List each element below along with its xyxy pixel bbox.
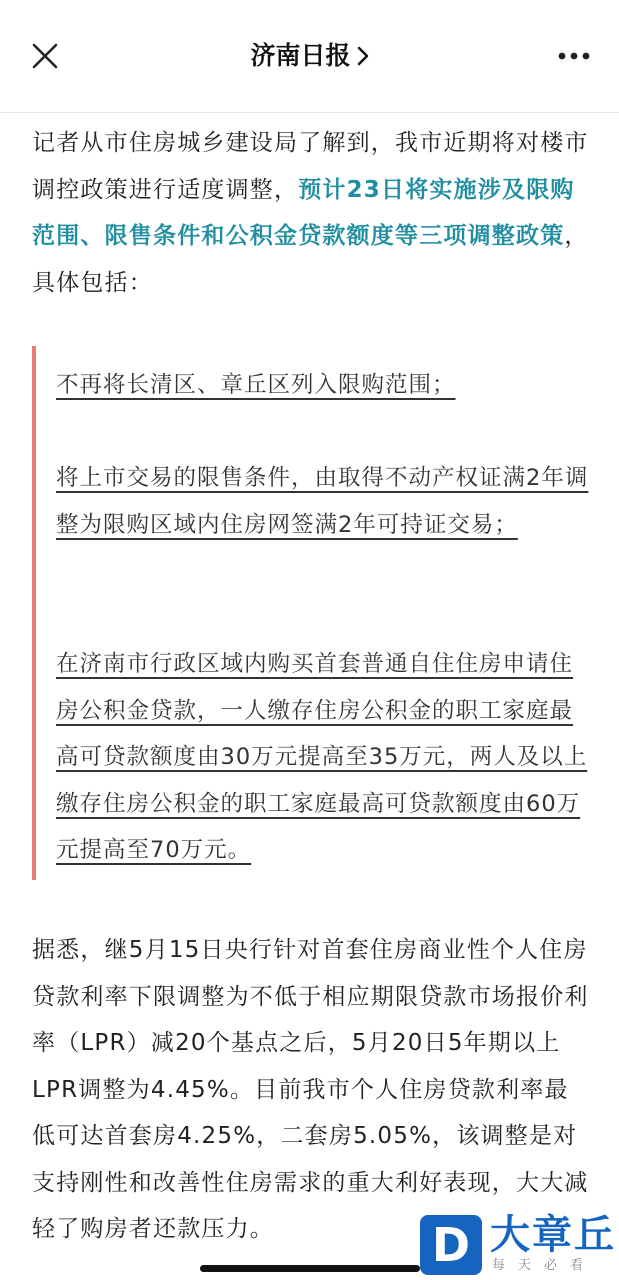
- more-dots-icon[interactable]: [556, 50, 592, 62]
- intro-paragraph: [32, 120, 592, 306]
- logo-badge-icon: D: [420, 1215, 482, 1275]
- logo-name: 大章丘: [490, 1212, 616, 1258]
- account-name: 济南日报: [250, 41, 351, 70]
- article-closing: [32, 927, 592, 1253]
- watermark-logo: [420, 1213, 616, 1277]
- policy-quote-block: [32, 346, 596, 880]
- intro-highlight: 预计23日将实施涉及限购范围、限售条件和公积金贷款额度等三项调整政策: [32, 176, 575, 249]
- nav-bar: [0, 0, 619, 113]
- article-intro: [32, 120, 592, 306]
- intro-text: 记者从市住房城乡建设局了解到，我市近期将对楼市调控政策进行适度调整，: [32, 130, 589, 203]
- policy-item-1: 不再将长清区、章丘区列入限购范围；: [56, 372, 456, 398]
- policy-item-2: 将上市交易的限售条件，由取得不动产权证满2年调整为限购区域内住房网签满2年可持证交易；: [56, 465, 589, 538]
- closing-paragraph: 据悉，继5月15日央行针对首套住房商业性个人住房贷款利率下限调整为不低于相应期限贷款市场报价利率（LPR）减20个基点之后，5月20日5年期以上LPR调整为4.45%。目前我市个人住房贷款利率最低可达首套房4.25%，二套房5.05%，该调整是对支持刚性和改善性住房需求的重大利好表现，大大减轻了购房者还款压力。: [32, 937, 589, 1242]
- home-indicator[interactable]: [200, 1265, 420, 1272]
- chevron-right-icon: [357, 46, 369, 66]
- account-title-link[interactable]: [0, 38, 619, 74]
- intro-tail: ，具体包括：: [32, 223, 589, 296]
- logo-slogan: 每天必看: [492, 1258, 597, 1273]
- policy-item-3: 在济南市行政区域内购买首套普通自住住房申请住房公积金贷款，一人缴存住房公积金的职工家庭最高可贷款额度由30万元提高至35万元，两人及以上缴存住房公积金的职工家庭最高可贷款额度由60万元提高至70万元。: [56, 651, 588, 863]
